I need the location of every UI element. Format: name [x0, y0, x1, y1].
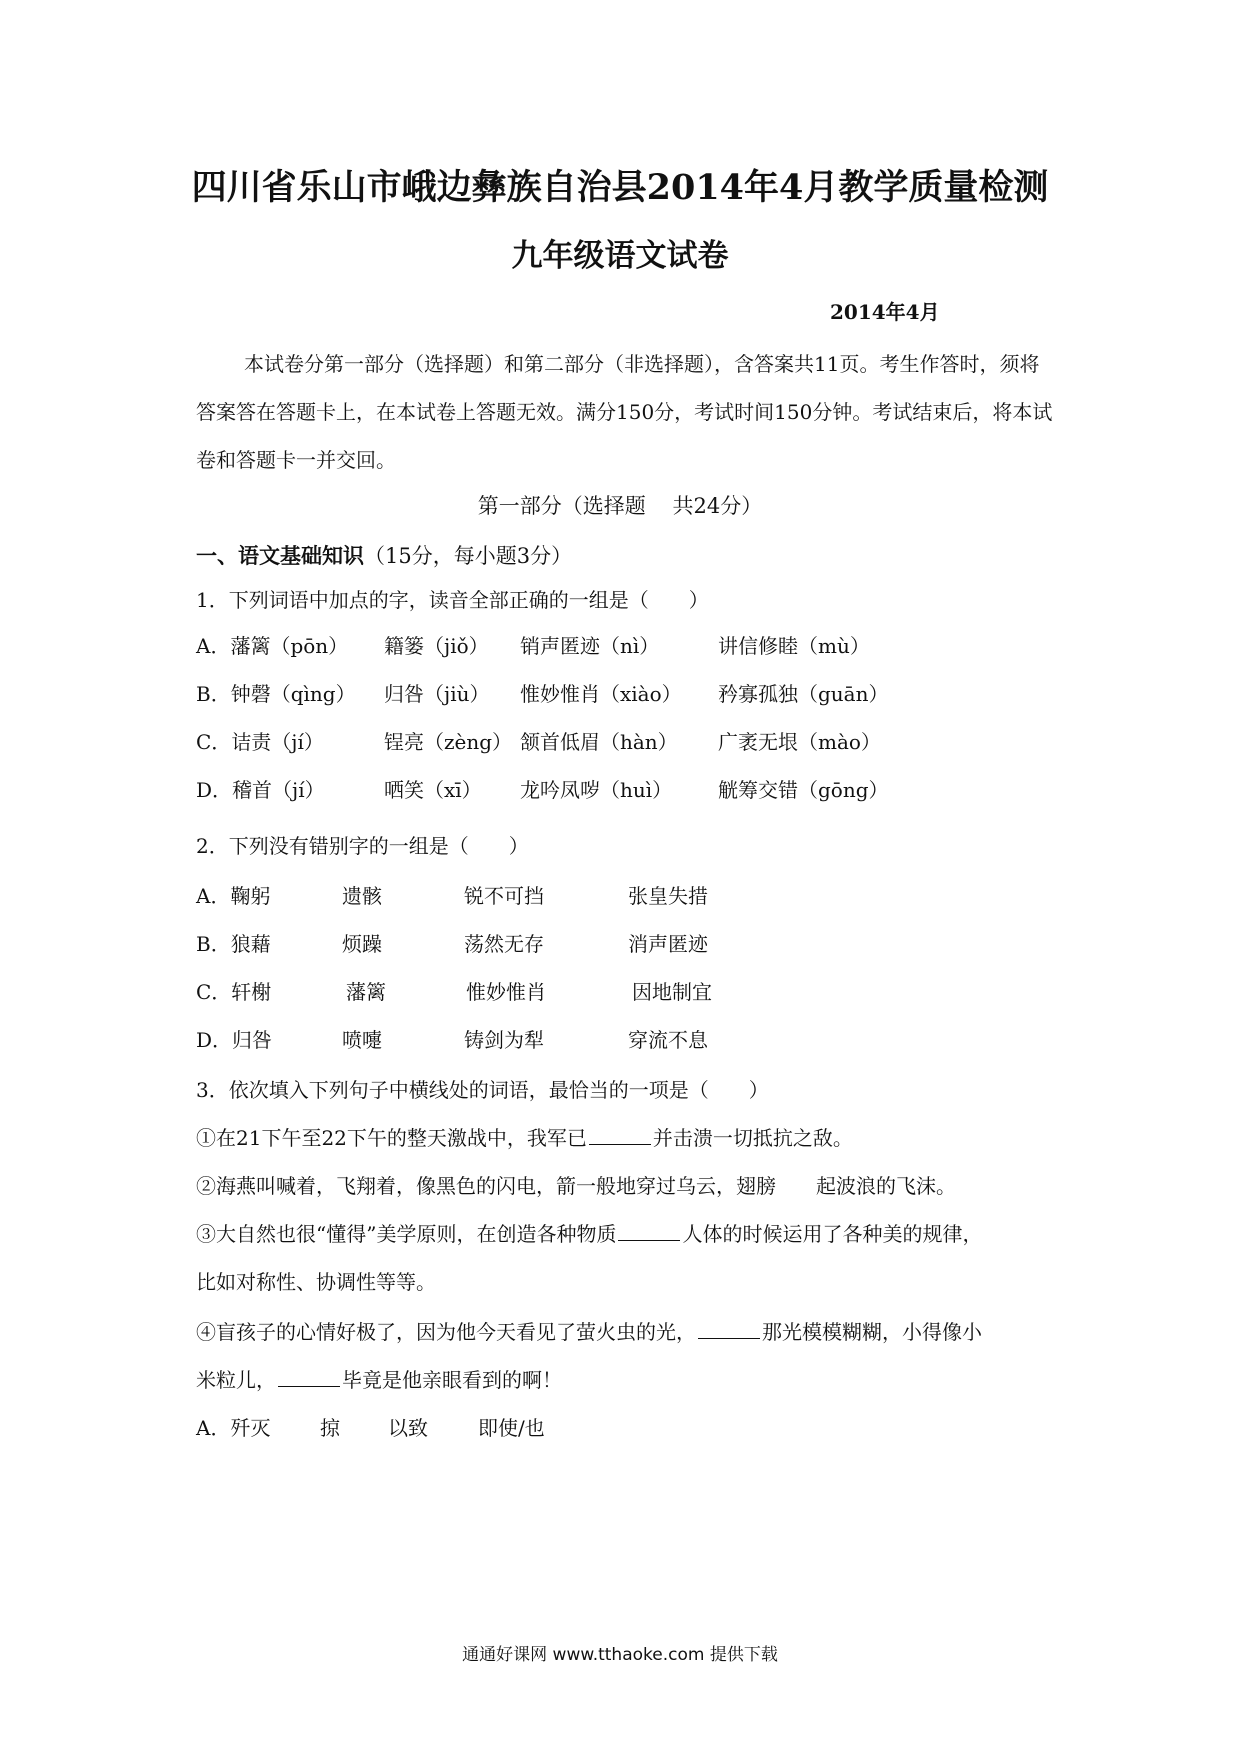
q3-blank-1	[589, 1126, 651, 1145]
q2-option-a-4: 张皇失措	[628, 884, 708, 908]
q2-option-a-2: 遗骸	[342, 884, 382, 908]
q1-option-c-2: 锃亮（zèng）	[384, 730, 513, 754]
q2-option-a-1: A．鞠躬	[196, 884, 271, 908]
q2-option-c-3: 惟妙惟肖	[466, 980, 546, 1004]
part-one-title-b: 共24分）	[672, 494, 763, 518]
section-one-title-rest: （15分，每小题3分）	[364, 544, 573, 568]
exam-instructions: 本试卷分第一部分（选择题）和第二部分（非选择题），含答案共11页。考生作答时，须将答案答在答题卡上，在本试卷上答题无效。满分150分，考试时间150分钟。考试结束后，将本试卷和答题卡一并交回。	[196, 352, 1053, 472]
exam-title: 四川省乐山市峨边彝族自治县2014年4月教学质量检测	[191, 167, 1049, 208]
q3-sentence-4-d: 毕竟是他亲眼看到的啊！	[342, 1368, 562, 1392]
q3-blank-3	[618, 1222, 680, 1241]
question-2-stem: 2．下列没有错别字的一组是（ ）	[196, 834, 529, 858]
q3-sentence-4-a: ④盲孩子的心情好极了，因为他今天看见了萤火虫的光，	[196, 1320, 696, 1344]
q1-option-d-3: 龙吟凤哕（huì）	[520, 778, 673, 802]
q3-blank-4	[698, 1320, 760, 1339]
part-one-title	[0, 490, 1240, 520]
q3-option-a-2: 掠	[320, 1416, 340, 1440]
q1-option-b-1: B．钟磬（qìng）	[196, 682, 356, 706]
q1-option-d-4: 觥筹交错（gōng）	[718, 778, 889, 802]
q2-option-d-2: 喷嚏	[342, 1028, 382, 1052]
q3-sentence-4	[196, 1316, 982, 1345]
q2-option-c-2: 藩篱	[346, 980, 386, 1004]
q3-sentence-2-b: 起波浪的飞沫。	[816, 1174, 956, 1198]
q1-option-c-4: 广袤无垠（mào）	[718, 730, 881, 754]
q3-sentence-2	[196, 1170, 956, 1199]
q3-sentence-4-b: 那光模模糊糊，小得像小	[762, 1320, 982, 1344]
q3-sentence-3	[196, 1218, 982, 1247]
question-3-stem: 3．依次填入下列句子中横线处的词语，最恰当的一项是（ ）	[196, 1078, 769, 1102]
q3-sentence-1	[196, 1122, 853, 1151]
q3-option-a-4: 即使/也	[478, 1416, 545, 1440]
q1-option-d-1: D．稽首（jí）	[196, 778, 325, 802]
section-one-title-bold: 一、语文基础知识	[196, 543, 364, 568]
q3-blank-5	[278, 1368, 340, 1387]
q3-sentence-2-a: ②海燕叫喊着，飞翔着，像黑色的闪电，箭一般地穿过乌云，翅膀	[196, 1174, 776, 1198]
q2-option-d-3: 铸剑为犁	[464, 1028, 544, 1052]
q3-sentence-1-b: 并击溃一切抵抗之敌。	[652, 1126, 853, 1150]
q2-option-d-4: 穿流不息	[628, 1028, 708, 1052]
page-footer: 通通好课网 www.tthaoke.com 提供下载	[462, 1645, 778, 1665]
q2-option-b-4: 消声匿迹	[628, 932, 708, 956]
q3-sentence-4-cont	[196, 1364, 562, 1393]
q3-sentence-1-a: ①在21下午至22下午的整天激战中，我军已	[196, 1126, 587, 1150]
part-one-title-a: 第一部分（选择题	[477, 494, 646, 518]
q3-sentence-3-a: ③大自然也很“懂得”美学原则，在创造各种物质	[196, 1222, 617, 1246]
q1-option-b-2: 归咎（jiù）	[384, 682, 490, 706]
q2-option-a-3: 锐不可挡	[464, 884, 544, 908]
q2-option-c-1: C．轩榭	[196, 980, 272, 1004]
exam-subtitle: 九年级语文试卷	[511, 238, 729, 274]
q3-sentence-3-b: 人体的时候运用了各种美的规律，	[682, 1222, 983, 1246]
q3-option-a-1: A．歼灭	[196, 1416, 271, 1440]
q1-option-c-1: C．诘责（jí）	[196, 730, 324, 754]
q1-option-b-4: 矜寡孤独（guān）	[718, 682, 889, 706]
q3-sentence-3-cont: 比如对称性、协调性等等。	[196, 1270, 436, 1294]
section-one-title	[196, 540, 572, 570]
q1-option-b-3: 惟妙惟肖（xiào）	[520, 682, 682, 706]
q1-option-a-2: 籍篓（jiǒ）	[384, 634, 489, 658]
q3-option-a-3: 以致	[388, 1416, 428, 1440]
question-1-stem: 1．下列词语中加点的字，读音全部正确的一组是（ ）	[196, 588, 709, 612]
q3-sentence-4-c: 米粒儿，	[196, 1368, 276, 1392]
q2-option-b-2: 烦躁	[342, 932, 382, 956]
q2-option-b-1: B．狼藉	[196, 932, 271, 956]
q1-option-c-3: 颔首低眉（hàn）	[520, 730, 678, 754]
q1-option-a-4: 讲信修睦（mù）	[718, 634, 870, 658]
q1-option-a-3: 销声匿迹（nì）	[520, 634, 660, 658]
q2-option-d-1: D．归咎	[196, 1028, 273, 1052]
q2-option-b-3: 荡然无存	[464, 932, 544, 956]
q2-option-c-4: 因地制宜	[632, 980, 712, 1004]
q1-option-d-2: 哂笑（xī）	[384, 778, 482, 802]
q1-option-a-1: A．藩篱（pōn）	[196, 634, 349, 658]
exam-date: 2014年4月	[830, 300, 940, 324]
